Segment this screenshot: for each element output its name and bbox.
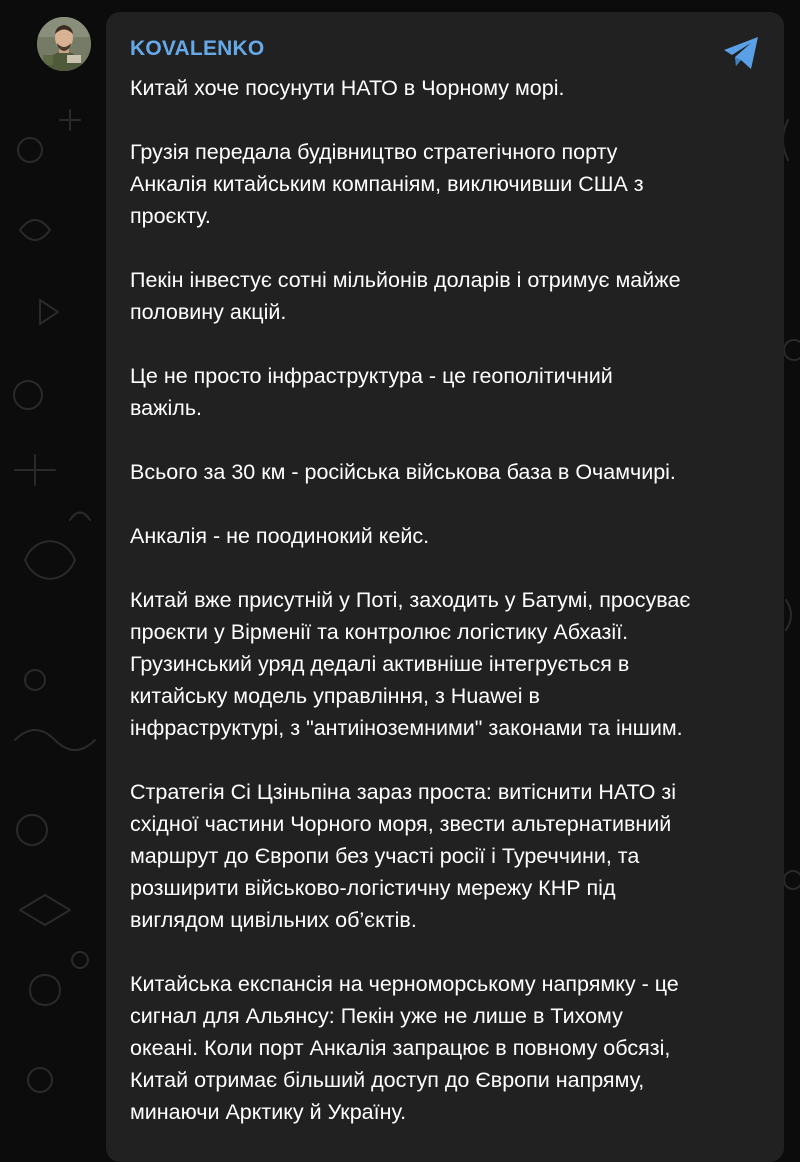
message-paragraph: Анкалія - не поодинокий кейс. xyxy=(130,524,430,548)
message-paragraph: Пекін інвестує сотні мільйонів доларів і отримує майже половину акцій. xyxy=(130,268,681,324)
share-button[interactable] xyxy=(718,30,766,74)
message-paragraph: Китайська експансія на черноморському напрямку - це сигнал для Альянсу: Пекін уже не лише в Тихому океані. Коли порт Анкалія запрацює в повному обсязі, Китай отримає більший доступ до Європи напряму, минаючи Арктику й Україну. xyxy=(130,972,679,1124)
channel-avatar[interactable] xyxy=(37,17,91,71)
person-avatar-icon xyxy=(37,17,91,71)
message-paragraph: Китай хоче посунути НАТО в Чорному морі. xyxy=(130,76,565,100)
message-paragraph: Це не просто інфраструктура - це геополітичний важіль. xyxy=(130,364,613,420)
message-paragraph: Стратегія Сі Цзіньпіна зараз проста: витіснити НАТО зі східної частини Чорного моря, звести альтернативний маршрут до Європи без участі росії і Туреччини, та розширити військово-логістичну мережу КНР під виглядом цивільних об’єктів. xyxy=(130,780,677,932)
message-paragraph: Всього за 30 км - російська військова база в Очамчирі. xyxy=(130,460,676,484)
message-text xyxy=(130,72,780,1160)
message-paragraph: Китай вже присутній у Поті, заходить у Батумі, просуває проєкти у Вірменії та контролює логістику Абхазії. Грузинський уряд дедалі активніше інтегрується в китайську модель управління, з Huawei в інфраструктурі, з "антиіноземними" законами та іншим. xyxy=(130,588,691,740)
message-bubble xyxy=(106,12,784,1162)
message-paragraph: Грузія передала будівництво стратегічного порту Анкалія китайським компаніям, виключивши США з проєкту. xyxy=(130,140,644,228)
channel-name[interactable]: KOVALENKO xyxy=(130,37,265,60)
telegram-share-icon xyxy=(718,30,766,74)
